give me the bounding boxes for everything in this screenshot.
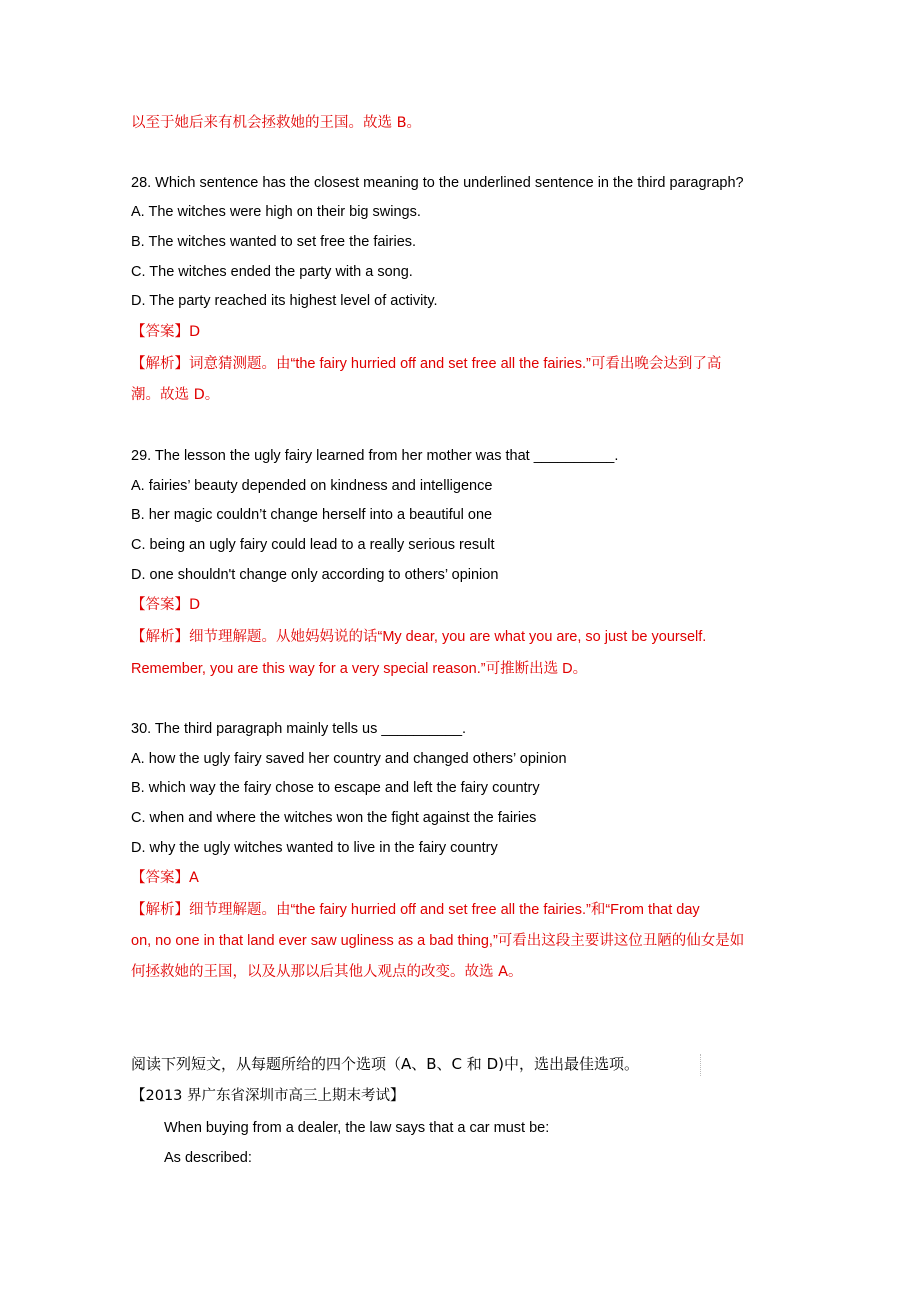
- question-28-analysis-line-2: 潮。故选 D。: [131, 387, 220, 403]
- question-29-analysis-line-2: Remember, you are this way for a very special reason.”可推断出选 D。: [131, 661, 588, 677]
- question-28-option-a: A. The witches were high on their big swings.: [131, 204, 421, 220]
- question-28-option-d: D. The party reached its highest level of activity.: [131, 293, 438, 309]
- question-30-analysis-line-3: 何拯救她的王国，以及从那以后其他人观点的改变。故选 A。: [131, 964, 523, 980]
- passage-line-1: When buying from a dealer, the law says that a car must be:: [164, 1120, 550, 1136]
- question-29-option-a: A. fairies’ beauty depended on kindness and intelligence: [131, 478, 493, 494]
- question-29-stem: 29. The lesson the ugly fairy learned from her mother was that __________.: [131, 448, 619, 464]
- question-30-stem: 30. The third paragraph mainly tells us __________.: [131, 721, 467, 737]
- question-30-answer: 【答案】A: [131, 870, 199, 886]
- question-28-option-c: C. The witches ended the party with a song.: [131, 264, 413, 280]
- question-28-analysis-line-1: 【解析】词意猜测题。由“the fairy hurried off and set free all the fairies.”可看出晚会达到了高: [131, 356, 722, 372]
- question-29-answer: 【答案】D: [131, 597, 201, 613]
- question-30-option-b: B. which way the fairy chose to escape and left the fairy country: [131, 780, 540, 796]
- question-29-option-d: D. one shouldn't change only according to others’ opinion: [131, 567, 499, 583]
- question-29-analysis-line-1: 【解析】细节理解题。从她妈妈说的话“My dear, you are what you are, so just be yourself.: [131, 629, 707, 645]
- top-explanation: 以至于她后来有机会拯救她的王国。故选 B。: [131, 115, 422, 131]
- passage-line-2: As described:: [164, 1150, 252, 1166]
- question-30-analysis-line-1: 【解析】细节理解题。由“the fairy hurried off and set free all the fairies.”和“From that day: [131, 902, 700, 918]
- question-28-stem: 28. Which sentence has the closest meaning to the underlined sentence in the third paragraph?: [131, 175, 744, 191]
- question-30-option-a: A. how the ugly fairy saved her country and changed others’ opinion: [131, 751, 567, 767]
- cursor-mark: [700, 1054, 701, 1076]
- question-29-option-c: C. being an ugly fairy could lead to a really serious result: [131, 537, 495, 553]
- question-28-option-b: B. The witches wanted to set free the fairies.: [131, 234, 417, 250]
- question-30-option-c: C. when and where the witches won the fight against the fairies: [131, 810, 537, 826]
- source-heading: 【2013 界广东省深圳市高三上期末考试】: [131, 1088, 405, 1104]
- question-30-analysis-line-2: on, no one in that land ever saw ugliness as a bad thing,”可看出这段主要讲这位丑陋的仙女是如: [131, 933, 745, 949]
- question-30-option-d: D. why the ugly witches wanted to live in the fairy country: [131, 840, 498, 856]
- section-instruction: 阅读下列短文，从每题所给的四个选项（A、B、C 和 D)中，选出最佳选项。: [131, 1055, 639, 1073]
- question-28-answer: 【答案】D: [131, 324, 201, 340]
- question-29-option-b: B. her magic couldn’t change herself into a beautiful one: [131, 507, 493, 523]
